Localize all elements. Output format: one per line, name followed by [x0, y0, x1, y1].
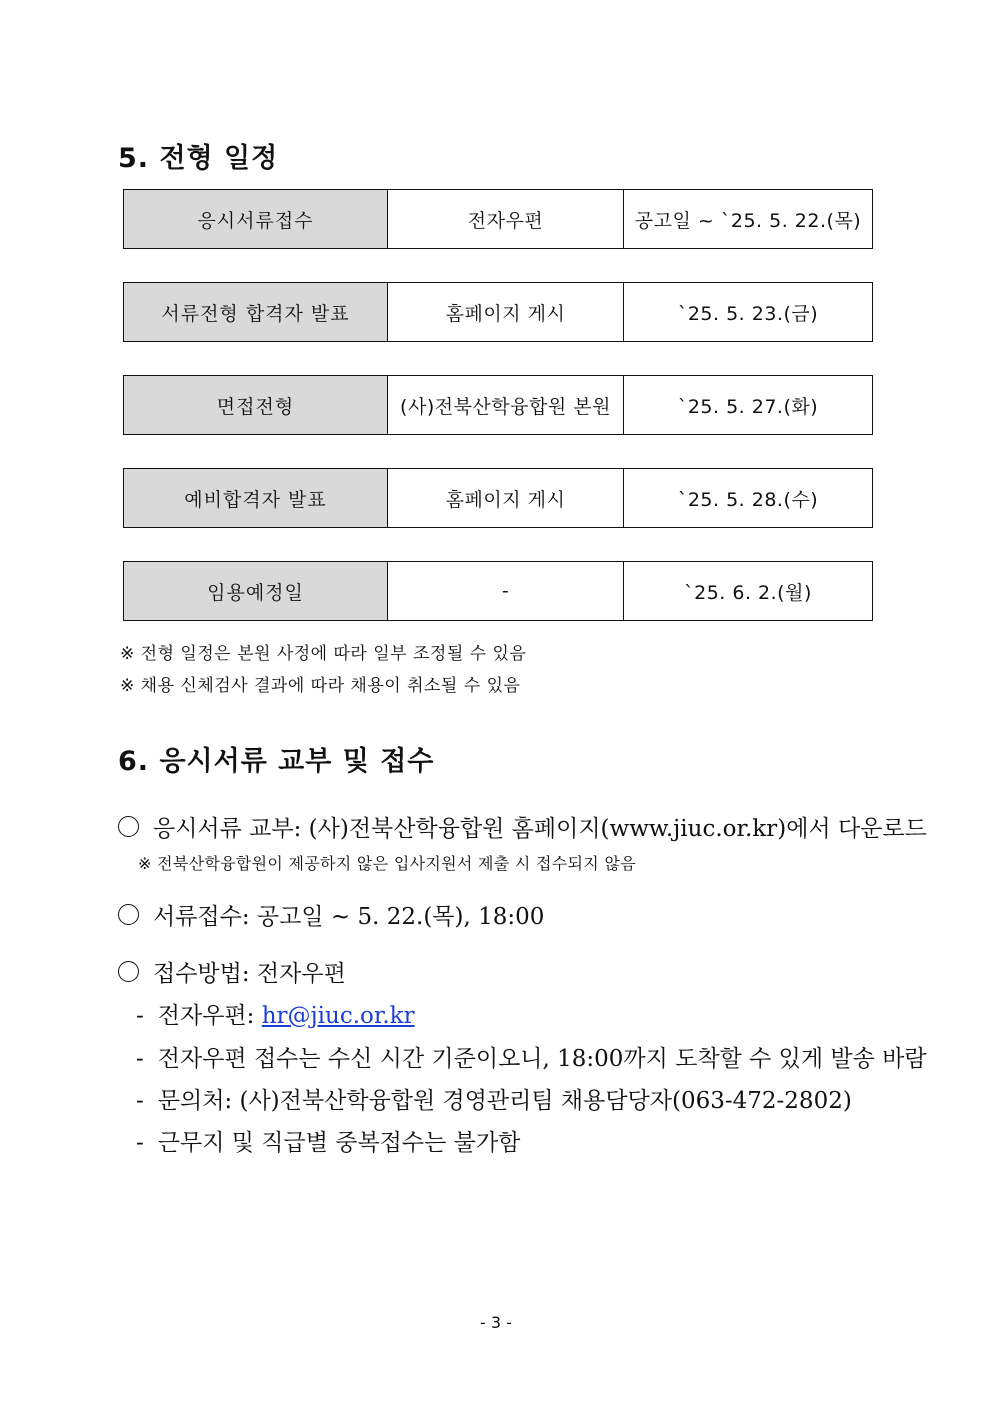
- circle-bullet-icon: [118, 961, 139, 982]
- schedule-row: [123, 282, 873, 342]
- detail-item: [136, 1082, 852, 1115]
- schedule-note: ※ 채용 신체검사 결과에 따라 채용이 취소될 수 있음: [120, 676, 521, 696]
- detail-item: [136, 1124, 520, 1157]
- schedule-row: [123, 189, 873, 249]
- receipt-item: [118, 898, 544, 931]
- email-label: 전자우편:: [157, 1003, 255, 1029]
- distribution-text: 응시서류 교부: (사)전북산학융합원 홈페이지(www.jiuc.or.kr)에서 다운로드: [153, 816, 927, 842]
- detail-text: 문의처: (사)전북산학융합원 경영관리팀 채용담당자(063-472-2802): [157, 1088, 852, 1114]
- detail-text: 전자우편 접수는 수신 시간 기준이오니, 18:00까지 도착할 수 있게 발송 바람: [157, 1046, 927, 1072]
- schedule-row: [123, 468, 873, 528]
- schedule-note: ※ 전형 일정은 본원 사정에 따라 일부 조정될 수 있음: [120, 644, 527, 664]
- schedule-stage: 임용예정일: [124, 562, 388, 620]
- schedule-method: 전자우편: [388, 190, 624, 248]
- schedule-date: `25. 5. 27.(화): [677, 395, 819, 418]
- section-6-title: 6. 응시서류 교부 및 접수: [118, 746, 435, 777]
- schedule-stage: 응시서류접수: [124, 190, 388, 248]
- schedule-method: 홈페이지 게시: [388, 283, 624, 341]
- detail-item: [136, 1040, 927, 1073]
- schedule-stage: 면접전형: [124, 376, 388, 434]
- dash-bullet: -: [136, 1046, 144, 1072]
- email-link[interactable]: hr@jiuc.or.kr: [261, 1003, 415, 1029]
- schedule-row: [123, 375, 873, 435]
- method-text: 접수방법: 전자우편: [153, 961, 346, 987]
- schedule-row: [123, 561, 873, 621]
- schedule-method: 홈페이지 게시: [388, 469, 624, 527]
- schedule-method: (사)전북산학융합원 본원: [388, 376, 624, 434]
- section-5-title: 5. 전형 일정: [118, 143, 279, 174]
- receipt-text: 서류접수: 공고일 ~ 5. 22.(목), 18:00: [153, 904, 545, 930]
- dash-bullet: -: [136, 1088, 144, 1114]
- dash-bullet: -: [136, 1003, 144, 1029]
- schedule-stage: 예비합격자 발표: [124, 469, 388, 527]
- schedule-method: -: [388, 562, 624, 620]
- method-item: [118, 955, 346, 988]
- circle-bullet-icon: [118, 816, 139, 837]
- distribution-note: ※ 전북산학융합원이 제공하지 않은 입사지원서 제출 시 접수되지 않음: [138, 854, 636, 873]
- schedule-stage: 서류전형 합격자 발표: [124, 283, 388, 341]
- detail-text: 근무지 및 직급별 중복접수는 불가함: [157, 1130, 521, 1156]
- schedule-date: `25. 6. 2.(월): [684, 581, 812, 604]
- page-number: - 3 -: [480, 1313, 512, 1332]
- email-item: [136, 997, 415, 1030]
- schedule-date: 공고일 ~ `25. 5. 22.(목): [634, 209, 862, 232]
- distribution-item: [118, 810, 927, 843]
- schedule-date: `25. 5. 28.(수): [677, 488, 819, 511]
- circle-bullet-icon: [118, 904, 139, 925]
- dash-bullet: -: [136, 1130, 144, 1156]
- schedule-date: `25. 5. 23.(금): [677, 302, 819, 325]
